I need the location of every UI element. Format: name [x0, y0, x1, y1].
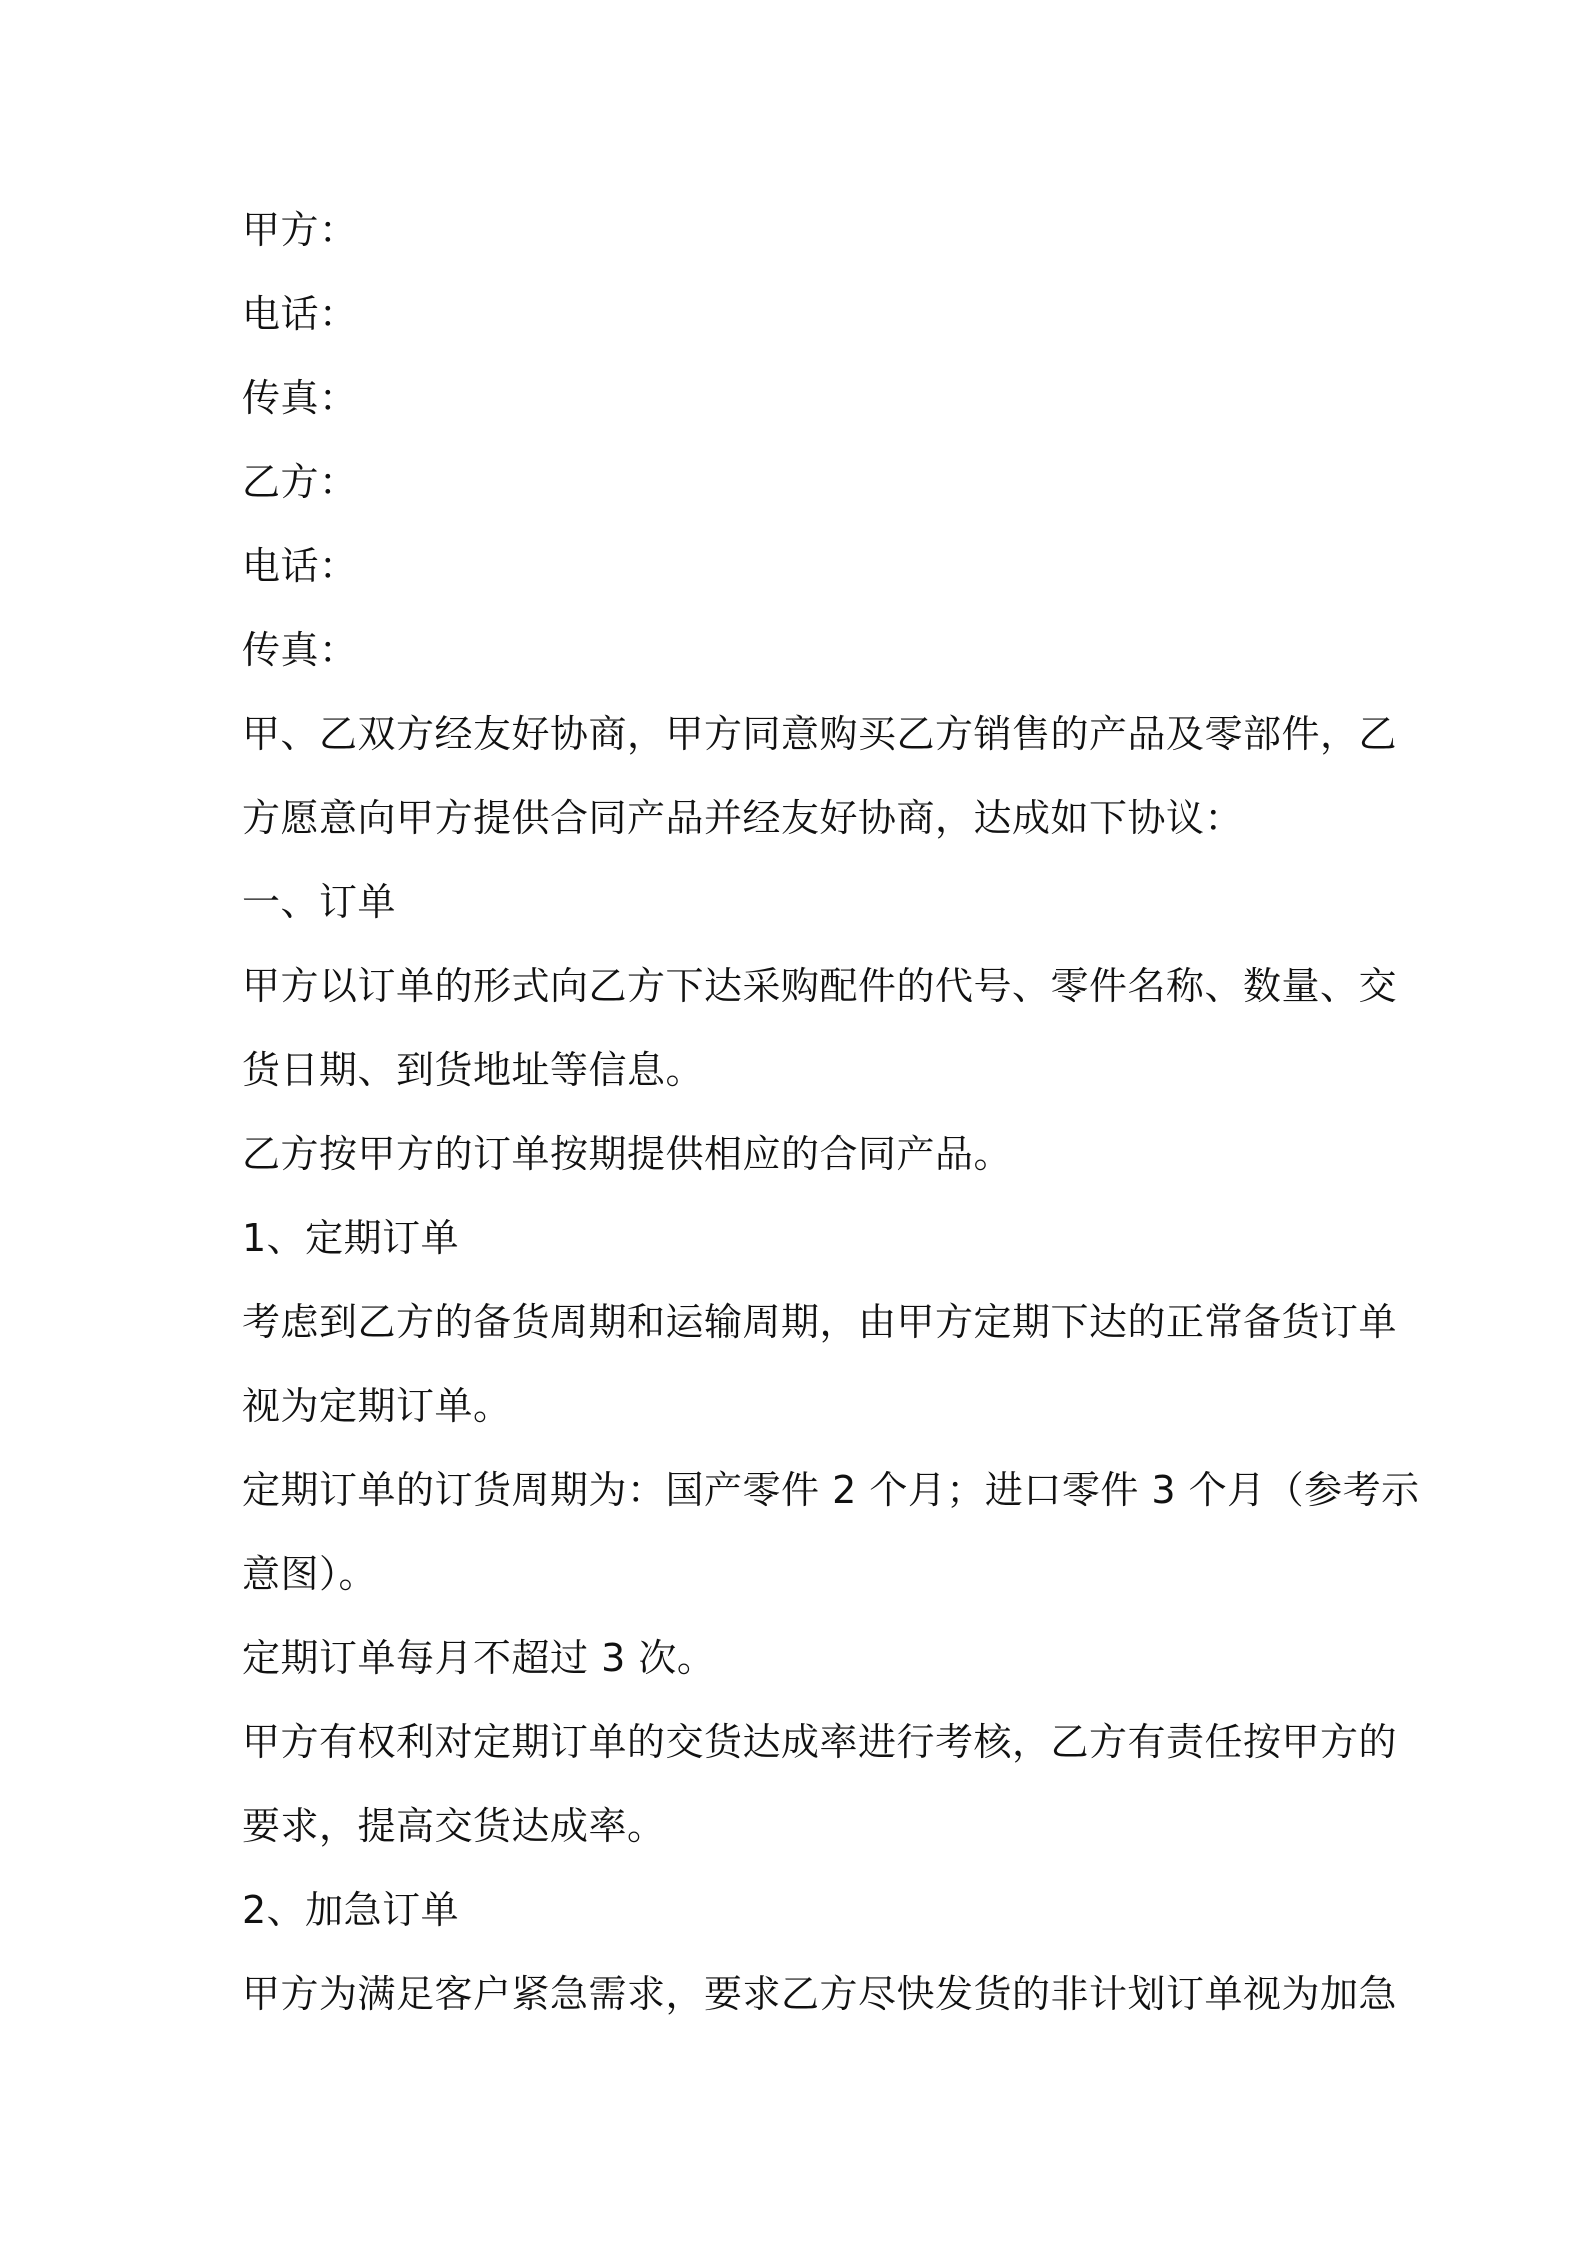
party-b-label: 乙方：: [242, 460, 358, 504]
section-1-paragraph-line: 乙方按甲方的订单按期提供相应的合同产品。: [242, 1132, 1013, 1176]
party-b-phone-label: 电话：: [242, 544, 358, 588]
subsection-1-paragraph-line: 甲方有权利对定期订单的交货达成率进行考核，乙方有责任按甲方的: [242, 1720, 1398, 1764]
party-a-label: 甲方：: [242, 208, 358, 252]
subsection-2-heading: 2、加急订单: [242, 1888, 460, 1932]
section-1-paragraph-line: 甲方以订单的形式向乙方下达采购配件的代号、零件名称、数量、交: [242, 964, 1398, 1008]
subsection-1-paragraph-line: 视为定期订单。: [242, 1384, 512, 1428]
section-1-heading: 一、订单: [242, 880, 397, 924]
subsection-1-heading: 1、定期订单: [242, 1216, 460, 1260]
intro-paragraph-line: 甲、乙双方经友好协商，甲方同意购买乙方销售的产品及零部件，乙: [242, 712, 1398, 756]
subsection-1-paragraph-line: 定期订单的订货周期为：国产零件 2 个月；进口零件 3 个月（参考示: [242, 1468, 1420, 1512]
document-body: [242, 188, 1420, 2036]
subsection-1-paragraph-line: 定期订单每月不超过 3 次。: [242, 1636, 716, 1680]
subsection-1-paragraph-line: 意图）。: [242, 1552, 378, 1596]
subsection-2-paragraph-line: 甲方为满足客户紧急需求，要求乙方尽快发货的非计划订单视为加急: [242, 1972, 1398, 2016]
section-1-paragraph-line: 货日期、到货地址等信息。: [242, 1048, 705, 1092]
subsection-1-paragraph-line: 要求，提高交货达成率。: [242, 1804, 666, 1848]
party-a-phone-label: 电话：: [242, 292, 358, 336]
intro-paragraph-line: 方愿意向甲方提供合同产品并经友好协商，达成如下协议：: [242, 796, 1244, 840]
party-a-fax-label: 传真：: [242, 376, 358, 420]
subsection-1-paragraph-line: 考虑到乙方的备货周期和运输周期，由甲方定期下达的正常备货订单: [242, 1300, 1398, 1344]
party-b-fax-label: 传真：: [242, 628, 358, 672]
